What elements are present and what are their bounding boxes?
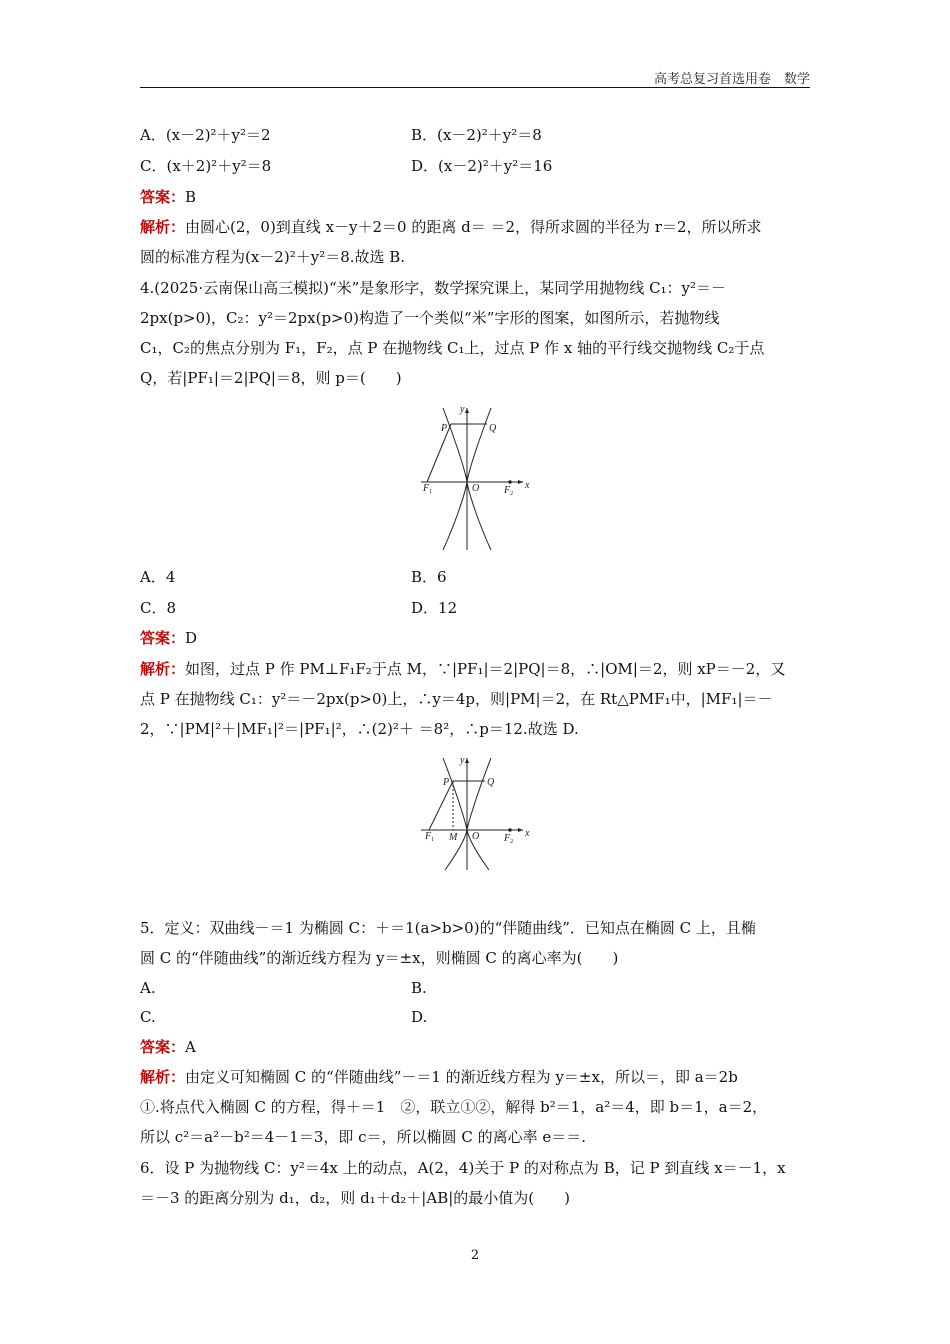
q5-option-c: C. <box>140 1008 156 1026</box>
label-f2: $F_2$ <box>504 833 514 845</box>
label-x: x <box>525 828 530 839</box>
q4-option-d: D．12 <box>411 599 458 617</box>
answer-value: D <box>185 629 198 647</box>
q4-option-c: C．8 <box>140 599 177 617</box>
analysis-label: 解析： <box>140 660 186 678</box>
answer-label: 答案： <box>140 629 186 647</box>
q5-analysis-line-1 <box>140 1067 810 1087</box>
answer-value: B <box>185 188 197 206</box>
q3-option-a: A．(x－2)²＋y²＝2 <box>140 126 271 144</box>
q5-option-b: B. <box>411 979 427 997</box>
label-f2: $F_2$ <box>504 485 514 497</box>
analysis-label: 解析： <box>140 218 186 236</box>
f2-point <box>508 480 512 484</box>
analysis-text: 由圆心(2，0)到直线 x－y＋2＝0 的距离 d＝ ＝2，得所求圆的半径为 r＝2，所以所求 <box>185 218 762 236</box>
q3-option-c: C．(x＋2)²＋y²＝8 <box>140 157 272 175</box>
pf1-segment <box>429 781 453 830</box>
x-arrow <box>518 480 523 484</box>
x-arrow <box>518 828 523 832</box>
parabola-c2 <box>467 408 491 550</box>
q4-option-b: B．6 <box>411 568 447 586</box>
q4-analysis-line-2: 点 P 在抛物线 C₁：y²＝－2px(p>0)上，∴y＝4p，则|PM|＝2，在 Rt△PMF₁中，|MF₁|＝－ <box>140 690 773 708</box>
q4-option-a: A．4 <box>140 568 176 586</box>
analysis-text: 如图，过点 P 作 PM⊥F₁F₂于点 M，∵|PF₁|＝2|PQ|＝8，∴|OM|＝2，则 xP＝－2，又 <box>185 660 786 678</box>
analysis-label: 解析： <box>140 1068 186 1086</box>
parabola-c1 <box>443 758 467 870</box>
page-number: 2 <box>470 1248 480 1263</box>
parabola-c2 <box>467 758 491 870</box>
q5-stem-line-1: 5．定义：双曲线－＝1 为椭圆 C：＋＝1(a>b>0)的“伴随曲线”．已知点在椭圆 C 上，且椭 <box>140 919 756 937</box>
q4-answer <box>140 628 810 648</box>
y-arrow <box>465 758 469 763</box>
f2-point <box>508 828 512 832</box>
label-p: P <box>443 777 450 788</box>
q3-answer <box>140 187 810 207</box>
label-q: Q <box>489 423 497 434</box>
label-x: x <box>525 480 530 491</box>
header-divider <box>140 87 810 88</box>
q5-option-d: D. <box>411 1008 428 1026</box>
answer-label: 答案： <box>140 188 186 206</box>
label-o: O <box>472 831 480 842</box>
q6-stem-line-1: 6．设 P 为抛物线 C：y²＝4x 上的动点，A(2，4)关于 P 的对称点为 B，记 P 到直线 x＝－1，x <box>140 1159 786 1177</box>
q5-analysis-line-2: ①.将点代入椭圆 C 的方程，得＋＝1 ②，联立①②，解得 b²＝1，a²＝4，即 b＝1，a＝2， <box>140 1098 768 1116</box>
q5-answer <box>140 1037 810 1057</box>
q3-option-d: D．(x－2)²＋y²＝16 <box>411 157 553 175</box>
label-o: O <box>472 483 480 494</box>
answer-label: 答案： <box>140 1038 186 1056</box>
label-m: M <box>449 832 458 843</box>
answer-value: A <box>185 1038 196 1056</box>
q4-stem-line-1: 4.(2025·云南保山高三模拟)“米”是象形字，数学探究课上，某同学用抛物线 C₁：y²＝－ <box>140 279 727 297</box>
q4-analysis-line-1 <box>140 659 810 679</box>
q5-stem-line-2: 圆 C 的“伴随曲线”的渐近线方程为 y＝±x，则椭圆 C 的离心率为( ) <box>140 949 619 967</box>
label-y: y <box>460 755 465 766</box>
q3-analysis-line-1 <box>140 217 810 237</box>
q4-stem-line-3: C₁，C₂的焦点分别为 F₁，F₂，点 P 在抛物线 C₁上，过点 P 作 x 轴的平行线交抛物线 C₂于点 <box>140 339 765 357</box>
analysis-text: 由定义可知椭圆 C 的“伴随曲线”－＝1 的渐近线方程为 y＝±x，所以＝，即 a＝2b <box>185 1068 738 1086</box>
y-arrow <box>465 408 469 413</box>
q3-analysis-line-2: 圆的标准方程为(x－2)²＋y²＝8.故选 B. <box>140 248 406 266</box>
q5-analysis-line-3: 所以 c²＝a²－b²＝4－1＝3，即 c＝，所以椭圆 C 的离心率 e＝＝. <box>140 1128 586 1146</box>
label-q: Q <box>487 777 495 788</box>
q3-option-b: B．(x－2)²＋y²＝8 <box>411 126 542 144</box>
parabola-figure-1 <box>415 400 535 552</box>
q4-analysis-line-3: 2，∵|PM|²＋|MF₁|²＝|PF₁|²，∴(2)²＋ ＝8²，∴p＝12.故选 D. <box>140 720 579 738</box>
q5-option-a: A. <box>140 979 156 997</box>
label-f1: $F_1$ <box>425 831 435 843</box>
label-y: y <box>460 404 465 415</box>
page-header: 高考总复习首选用卷 数学 <box>653 72 810 87</box>
q6-stem-line-2: ＝－3 的距离分别为 d₁，d₂，则 d₁＋d₂＋|AB|的最小值为( ) <box>140 1189 570 1207</box>
pf1-segment <box>427 424 451 482</box>
parabola-figure-2 <box>415 752 535 872</box>
label-f1: $F_1$ <box>423 483 433 495</box>
label-p: P <box>441 423 448 434</box>
q4-stem-line-4: Q，若|PF₁|＝2|PQ|＝8，则 p＝( ) <box>140 369 402 387</box>
q4-stem-line-2: 2px(p>0)，C₂：y²＝2px(p>0)构造了一个类似“米”字形的图案，如图所示，若抛物线 <box>140 309 720 327</box>
